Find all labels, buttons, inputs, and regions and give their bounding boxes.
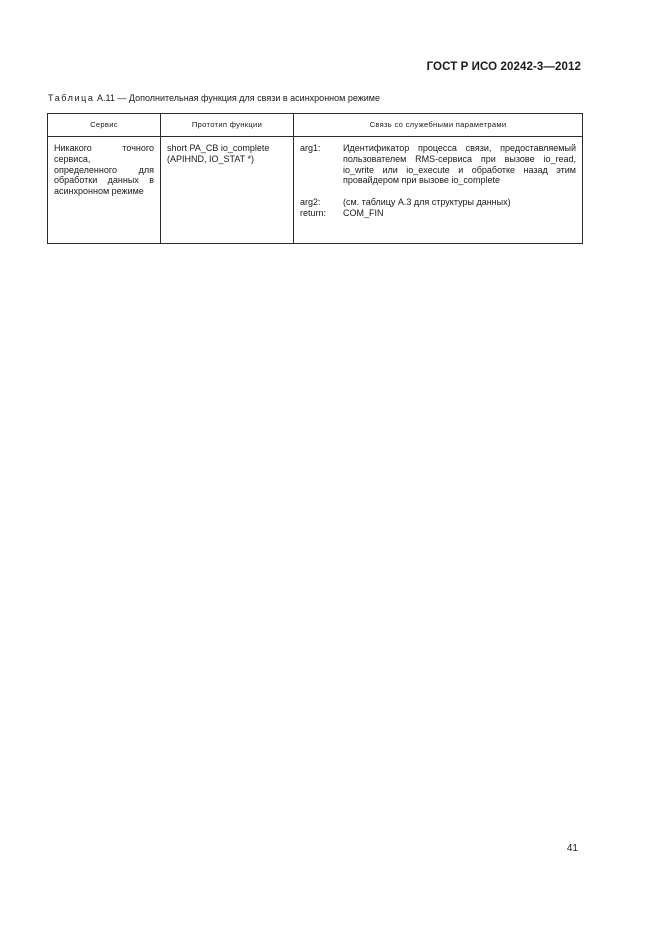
- document-header: ГОСТ Р ИСО 20242-3—2012: [426, 61, 581, 73]
- param-name-arg2: arg2:: [300, 196, 321, 207]
- page-number: 41: [566, 843, 578, 854]
- functions-table: [47, 113, 583, 244]
- column-header-service: Сервис: [48, 114, 161, 137]
- table-caption-label: Таблица: [48, 93, 95, 103]
- column-header-prototype: Прототип функции: [161, 114, 294, 137]
- param-name-arg1: arg1:: [300, 143, 321, 153]
- cell-prototype: short PA_CB io_complete (APIHND, IO_STAT *): [161, 137, 294, 244]
- param-desc-return: COM_FIN: [343, 207, 384, 218]
- param-desc-arg2: (см. таблицу А.3 для структуры данных): [343, 196, 511, 207]
- table-row: [48, 137, 583, 244]
- param-desc-arg1: Идентификатор процесса связи, предоставляемый пользователем RMS-сервиса при вызове io_read, io_write или io_execute и обработке назад этим провайдером при вызове io_complete: [343, 143, 576, 186]
- table-caption-text: — Дополнительная функция для связи в асинхронном режиме: [117, 93, 380, 103]
- table-caption-number: A.11: [97, 93, 115, 103]
- column-header-params: Связь со служебными параметрами: [294, 114, 583, 137]
- param-list: [300, 143, 576, 219]
- param-name-return: return:: [300, 207, 327, 218]
- table-caption: [48, 93, 380, 103]
- cell-params: [294, 137, 583, 244]
- table-header-row: [48, 114, 583, 137]
- cell-service: Никакого точного сервиса, определенного для обработки данных в асинхронном режиме: [48, 137, 161, 244]
